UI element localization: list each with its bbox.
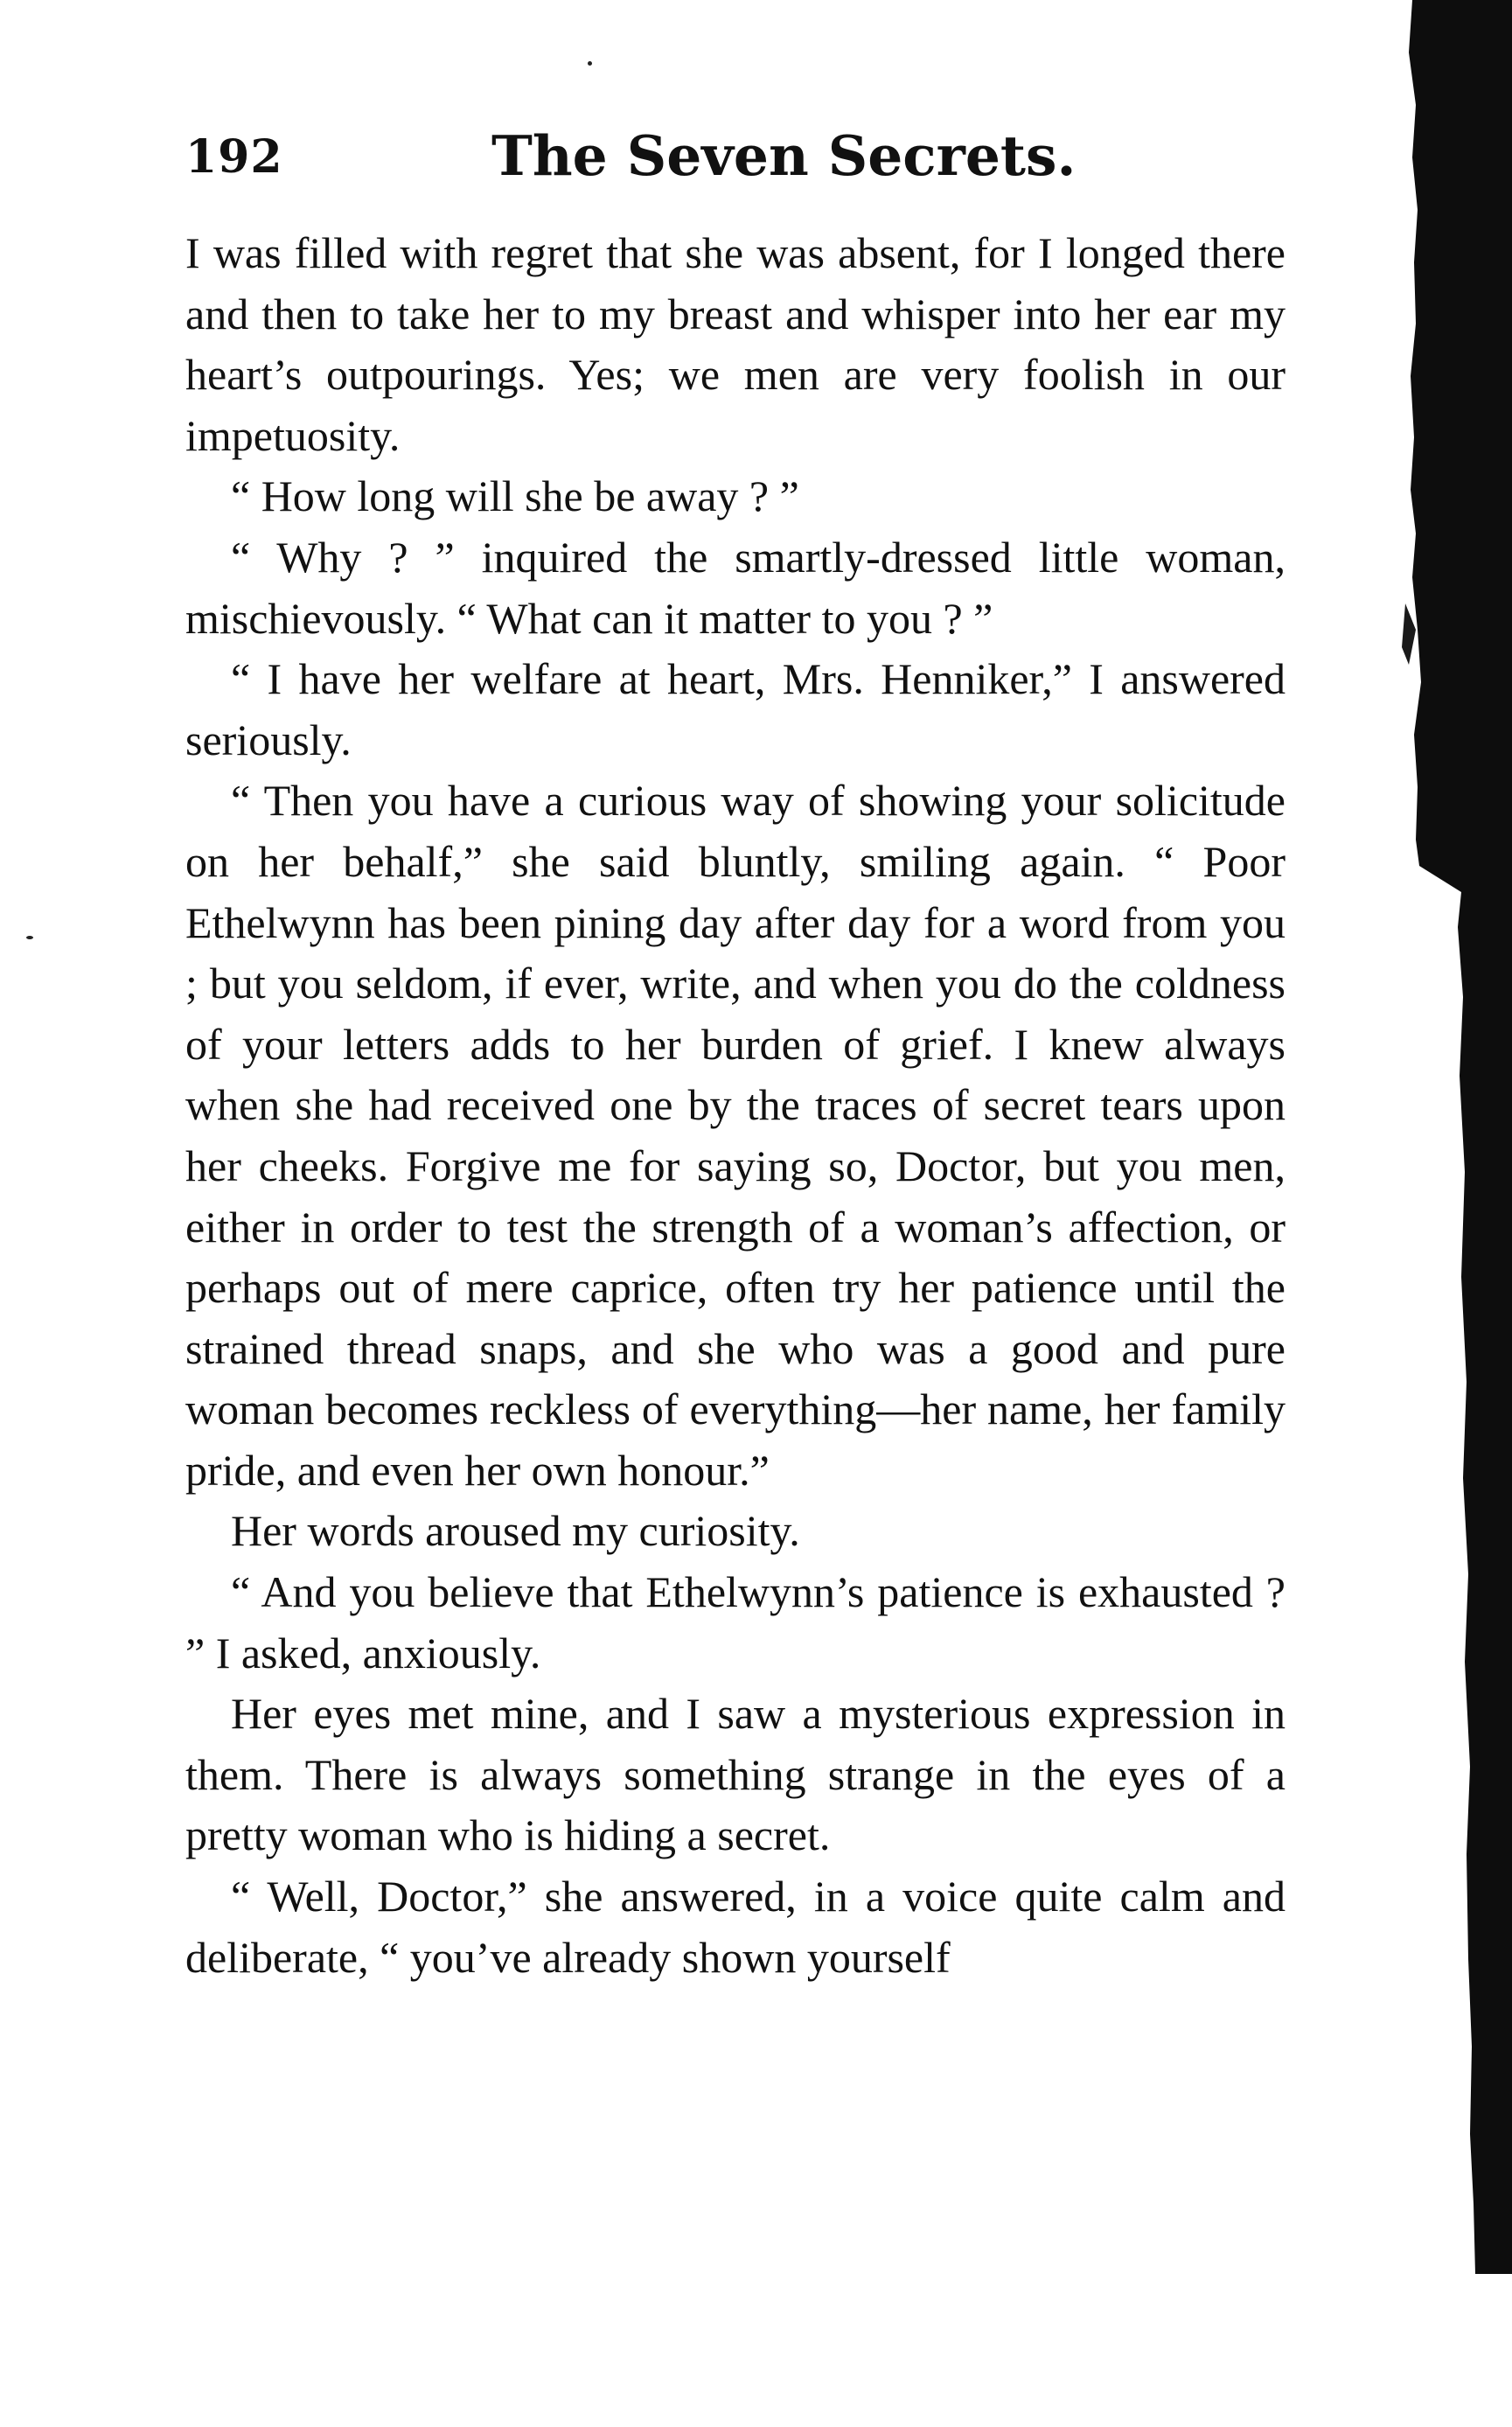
running-title: The Seven Secrets.: [491, 123, 1077, 188]
paragraph: Her words aroused my curiosity.: [231, 1506, 800, 1556]
paragraph: Her eyes met mine, and I saw a mysterious expression in them. There is always something strange in the eyes of a pretty woman who is hiding a secret.: [185, 1689, 1286, 1860]
paragraph: “ Well, Doctor,” she answered, in a voice quite calm and deliberate, “ you’ve already shown yourself: [185, 1872, 1286, 1982]
paragraph: “ And you believe that Ethelwynn’s patience is exhausted ? ” I asked, anxiously.: [185, 1567, 1286, 1677]
page-header: [185, 123, 1296, 206]
scan-speck: [588, 61, 592, 66]
paragraph: “ I have her welfare at heart, Mrs. Henniker,” I answered seriously.: [185, 654, 1286, 764]
paragraph: “ Why ? ” inquired the smartly-dressed little woman, mischievously. “ What can it matter to you ? ”: [185, 532, 1286, 643]
paragraph: “ Then you have a curious way of showing your solicitude on her behalf,” she said bluntly, smiling again. “ Poor Ethelwynn has been pining day after day for a word from you ; but you seldom, if ever, write, and when you do the coldness of your letters adds to her burden of grief. I knew always when she had received one by the traces of secret tears upon her cheeks. Forgive me for saying so, Doctor, but you men, either in order to test the strength of a woman’s affection, or perhaps out of mere caprice, often try her patience until the strained thread snaps, and she who was a good and pure woman becomes reckless of everything—her name, her family pride, and even her own honour.”: [185, 776, 1286, 1495]
scan-speck: [26, 936, 33, 939]
paragraph: I was filled with regret that she was absent, for I longed there and then to take her to my breast and whisper into her ear my heart’s outpourings. Yes; we men are very foolish in our impetuosity.: [185, 228, 1286, 460]
paragraph: “ How long will she be away ? ”: [231, 471, 799, 521]
page-number: 192: [185, 130, 283, 184]
body-text: [185, 223, 1286, 1988]
scan-edge-shadow: [1363, 0, 1512, 2427]
